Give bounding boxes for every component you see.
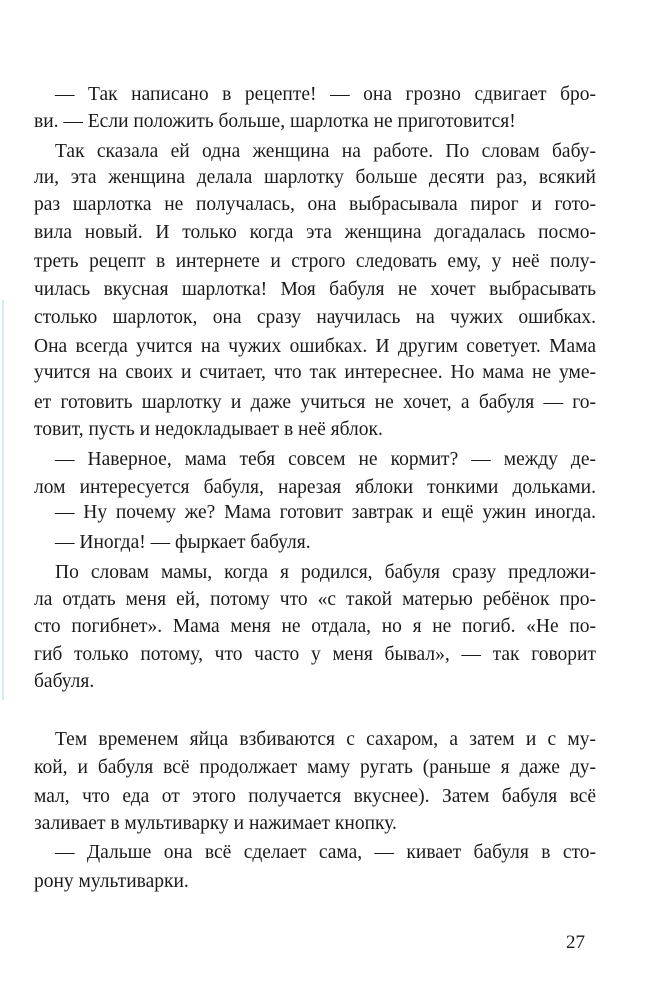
- text-line: заливает в мультиварку и нажимает кнопку.: [34, 813, 397, 834]
- text-line: учится на своих и считает, что так интереснее. Но мама не уме-: [34, 362, 596, 383]
- text-line: чилась вкусная шарлотка! Моя бабуля не хочет выбрасывать: [34, 279, 596, 300]
- text-line: треть рецепт в интернете и строго следовать ему, у неё полу-: [34, 251, 596, 272]
- text-line: товит, пусть и недокладывает в неё яблок.: [34, 419, 383, 440]
- text-line: Она всегда учится на чужих ошибках. И другим советует. Мама: [34, 336, 596, 357]
- text-line: ви. — Если положить больше, шарлотка не приготовится!: [34, 111, 516, 132]
- text-line: вила новый. И только когда эта женщина догадалась посмо-: [34, 222, 596, 243]
- text-line: По словам мамы, когда я родился, бабуля сразу предложи-: [55, 562, 596, 583]
- text-line: рону мультиварки.: [34, 871, 189, 892]
- text-line: бабуля.: [34, 671, 95, 692]
- text-line: — Ну почему же? Мама готовит завтрак и ещё ужин иногда.: [55, 502, 596, 523]
- text-line: мал, что еда от этого получается вкуснее). Затем бабуля всё: [34, 786, 596, 807]
- text-line: ет готовить шарлотку и даже учиться не хочет, а бабуля — го-: [34, 392, 596, 413]
- text-line: гиб только потому, что часто у меня бывал», — так говорит: [34, 644, 596, 665]
- page-number: 27: [566, 932, 585, 953]
- text-line: Тем временем яйца взбиваются с сахаром, а затем и с му-: [55, 729, 596, 750]
- text-line: сто погибнет». Мама меня не отдала, но я не погиб. «Не по-: [34, 616, 596, 637]
- text-line: — Так написано в рецепте! — она грозно сдвигает бро-: [55, 84, 596, 105]
- text-line: ла отдать меня ей, потому что «с такой матерью ребёнок про-: [34, 589, 596, 610]
- text-line: Так сказала ей одна женщина на работе. По словам бабу-: [55, 141, 596, 162]
- text-line: кой, и бабуля всё продолжает маму ругать (раньше я даже ду-: [34, 757, 596, 778]
- text-line: столько шарлоток, она сразу научилась на чужих ошибках.: [34, 307, 596, 328]
- text-line: раз шарлотка не получалась, она выбрасывала пирог и гото-: [34, 194, 596, 215]
- text-line: — Дальше она всё сделает сама, — кивает бабуля в сто-: [55, 842, 596, 863]
- text-line: — Наверное, мама тебя совсем не кормит? — между де-: [55, 449, 596, 470]
- text-line: ли, эта женщина делала шарлотку больше десяти раз, всякий: [34, 167, 596, 188]
- text-line: лом интересуется бабуля, нарезая яблоки тонкими дольками.: [34, 477, 596, 498]
- scan-edge-mark: [2, 300, 4, 700]
- text-line: — Иногда! — фыркает бабуля.: [55, 532, 311, 553]
